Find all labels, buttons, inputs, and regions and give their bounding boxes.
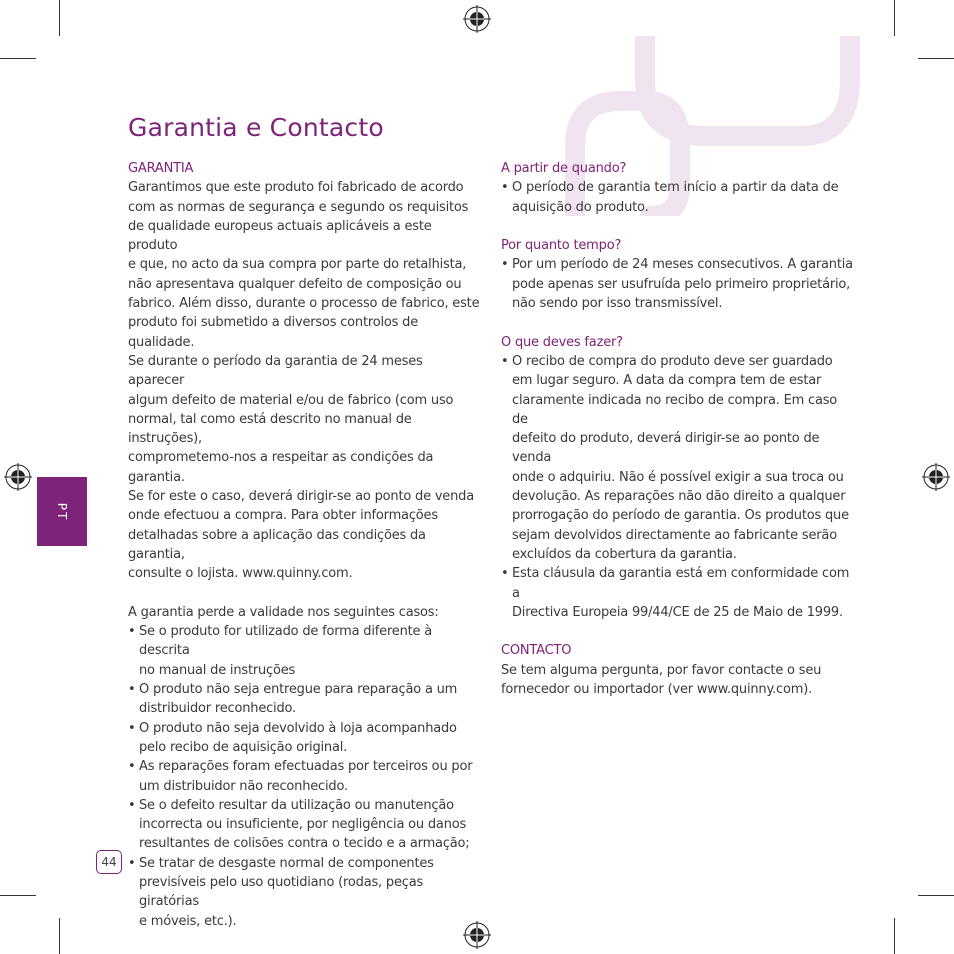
warranty-paragraph [128, 178, 480, 583]
text-line: devolução. As reparações não dão direito a qualquer [512, 489, 846, 505]
text-line: prorrogação do período de garantia. Os produtos que [512, 508, 849, 524]
list-item [501, 178, 853, 217]
text-line: excluídos da cobertura da garantia. [512, 546, 737, 562]
crop-mark [0, 58, 36, 59]
text-line: • Se o produto for utilizado de forma diferente à descrita [139, 624, 433, 659]
text-line: Garantimos que este produto foi fabricado de acordo [128, 180, 464, 196]
validity-list [128, 622, 480, 931]
when-heading: A partir de quando? [501, 161, 627, 176]
list-item [501, 352, 853, 564]
text-line: produto foi submetido a diversos controlos de qualidade. [128, 315, 418, 350]
list-item [128, 796, 480, 854]
text-line: previsíveis pelo uso quotidiano (rodas, peças giratórias [139, 874, 424, 910]
text-line: no manual de instruções [139, 662, 296, 678]
text-line: fornecedor ou importador (ver www.quinny.com). [501, 682, 813, 698]
page-number: 44 [96, 850, 122, 874]
warranty-heading: GARANTIA [128, 161, 194, 176]
page-title: Garantia e Contacto [128, 112, 384, 142]
text-line: fabrico. Além disso, durante o processo de fabrico, este [128, 296, 480, 312]
text-line: um distribuidor não reconhecido. [139, 778, 348, 794]
list-item [128, 854, 480, 931]
text-line: • As reparações foram efectuadas por terceiros ou por [139, 759, 473, 775]
list-item [501, 564, 853, 622]
text-line: consulte o lojista. www.quinny.com. [128, 566, 353, 582]
crop-mark [894, 918, 895, 954]
how-long-heading: Por quanto tempo? [501, 238, 622, 254]
text-line: de qualidade europeus actuais aplicáveis a este produto [128, 218, 432, 254]
contact-paragraph [501, 661, 853, 700]
text-line: onde efectuou a compra. Para obter informações [128, 508, 438, 524]
text-line: não sendo por isso transmissível. [512, 296, 723, 312]
list-item [501, 255, 853, 313]
text-line: em lugar seguro. A data da compra tem de estar [512, 373, 822, 389]
text-line: • O período de garantia tem início a partir da data de [512, 180, 839, 196]
text-line: comprometemo-nos a respeitar as condições da garantia. [128, 450, 434, 485]
contact-heading: CONTACTO [501, 643, 572, 659]
list-item [128, 680, 480, 719]
crop-mark [0, 895, 36, 896]
warranty-column [128, 159, 480, 931]
text-line: defeito do produto, deverá dirigir-se ao ponto de venda [512, 431, 820, 466]
text-line: e que, no acto da sua compra por parte do retalhista, [128, 257, 467, 273]
text-line: onde o adquiriu. Não é possível exigir a sua troca ou [512, 469, 844, 485]
text-line: Se durante o período da garantia de 24 meses aparecer [128, 353, 423, 389]
how-long-list [501, 255, 853, 313]
text-line: pelo recibo de aquisição original. [139, 739, 348, 755]
text-line: pode apenas ser usufruída pelo primeiro proprietário, [512, 276, 851, 292]
list-item [128, 719, 480, 758]
what-to-do-heading: O que deves fazer? [501, 334, 623, 350]
text-line: • O recibo de compra do produto deve ser guardado [512, 353, 833, 369]
list-item [128, 757, 480, 796]
crop-mark [59, 918, 60, 954]
text-line: claramente indicada no recibo de compra. Em caso de [512, 392, 838, 427]
text-line: incorrecta ou insuficiente, por negligência ou danos [139, 817, 467, 833]
text-line: • Se o defeito resultar da utilização ou manutenção [139, 797, 454, 813]
text-line: • O produto não seja devolvido à loja acompanhado [139, 720, 457, 736]
when-list [501, 178, 853, 217]
text-line: Se tem alguma pergunta, por favor contacte o seu [501, 662, 822, 678]
text-line: sejam devolvidos directamente ao fabricante serão [512, 527, 837, 543]
text-line: distribuidor reconhecido. [139, 701, 296, 717]
details-column [501, 159, 853, 699]
text-line: aquisição do produto. [512, 199, 649, 215]
registration-mark-icon [463, 5, 491, 33]
crop-mark [894, 0, 895, 36]
list-item [128, 622, 480, 680]
text-line: com as normas de segurança e segundo os requisitos [128, 199, 469, 215]
text-line: não apresentava qualquer defeito de composição ou [128, 276, 462, 292]
language-label: PT [55, 502, 69, 521]
text-line: normal, tal como está descrito no manual de instruções), [128, 411, 412, 447]
crop-mark [918, 895, 954, 896]
text-line: Se for este o caso, deverá dirigir-se ao ponto de venda [128, 489, 474, 505]
text-line: algum defeito de material e/ou de fabrico (com uso [128, 392, 454, 408]
text-line: e móveis, etc.). [139, 913, 237, 929]
text-line: • Por um período de 24 meses consecutivos. A garantia [512, 257, 853, 273]
crop-mark [918, 58, 954, 59]
language-tab [37, 477, 87, 546]
crop-mark [59, 0, 60, 36]
registration-mark-icon [4, 463, 32, 491]
text-line: Directiva Europeia 99/44/CE de 25 de Maio de 1999. [512, 604, 843, 620]
what-to-do-list [501, 352, 853, 622]
text-line: detalhadas sobre a aplicação das condições da garantia, [128, 527, 426, 562]
registration-mark-icon [922, 463, 950, 491]
text-line: • Esta cláusula da garantia está em conformidade com a [512, 566, 850, 601]
text-line: resultantes de colisões contra o tecido e a armação; [139, 836, 470, 852]
text-line: • O produto não seja entregue para reparação a um [139, 682, 458, 698]
text-line: • Se tratar de desgaste normal de componentes [139, 855, 434, 871]
validity-heading: A garantia perde a validade nos seguintes casos: [128, 604, 439, 620]
